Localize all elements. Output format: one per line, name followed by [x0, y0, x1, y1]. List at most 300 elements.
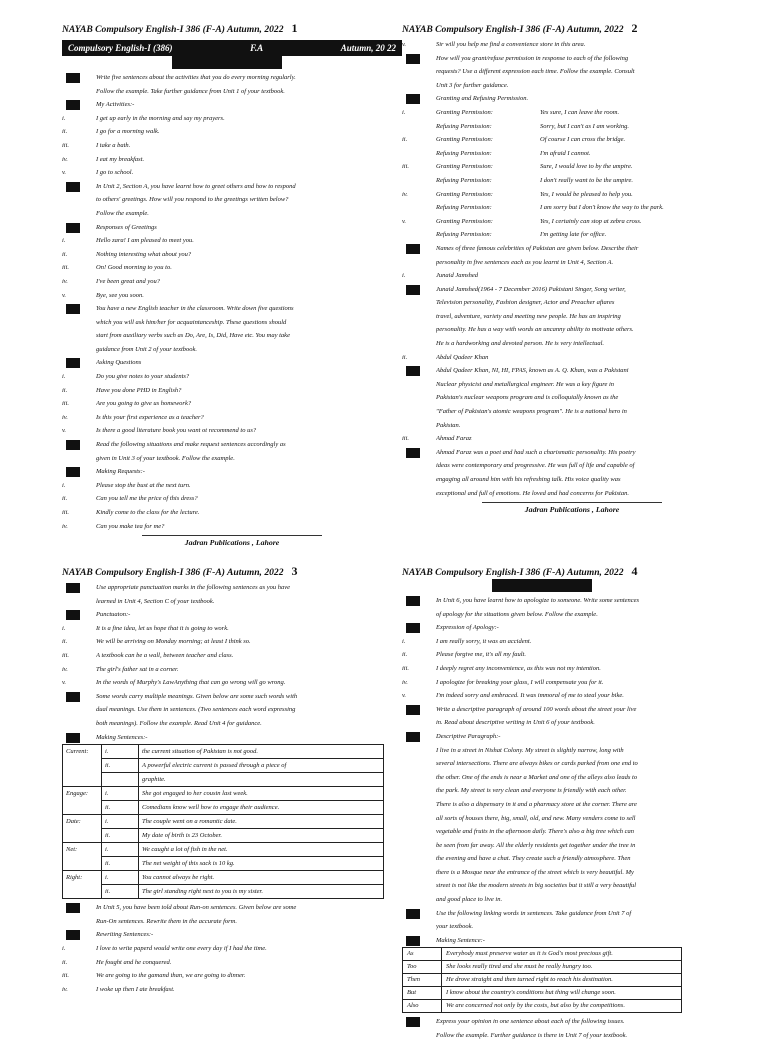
item-number: iv.	[62, 155, 68, 163]
numeral-cell: ii.	[102, 885, 139, 899]
line-text: Names of three famous celebrities of Pakistan are given below. Describe their	[436, 244, 639, 252]
line-text: I love to write paperd would write one every day if I had the time.	[96, 944, 267, 952]
line-text: Use appropriate punctuation marks in the following sentences as you have	[96, 584, 291, 591]
text-line	[402, 92, 742, 106]
line-text: Follow the example.	[96, 209, 149, 217]
page-number: 4	[631, 564, 638, 578]
item-number: i.	[62, 481, 66, 489]
table-row	[63, 745, 384, 759]
text-line	[62, 411, 402, 425]
line-text: "Father of Pakistan's atomic weapons program". He is a national hero in	[436, 408, 627, 416]
line-text: I am really sorry, it was an accident.	[436, 637, 532, 645]
line-text: guidance from Unit 2 of your textbook.	[96, 345, 198, 353]
text-line	[62, 465, 402, 479]
text-line	[62, 85, 402, 99]
text-line	[62, 731, 402, 745]
text-line	[62, 635, 402, 649]
line-text: all sorts of houses there, big, small, old, and new. Many venders come to sell	[436, 814, 636, 822]
item-number: v.	[62, 679, 67, 687]
page-3	[62, 563, 402, 996]
line-text: I go to school.	[96, 169, 134, 177]
question-marker	[406, 244, 420, 254]
text-line	[402, 1015, 742, 1029]
sentence-cell: My date of birth is 23 October.	[139, 829, 384, 843]
text-line	[62, 649, 402, 663]
line-text: Descriptive Paragraph:-	[436, 732, 501, 740]
text-line	[62, 98, 402, 112]
question-marker	[66, 73, 80, 83]
page-header: NAYAB Compulsory English-I 386 (F-A) Autumn, 2022 2	[402, 21, 638, 35]
redaction-bar	[492, 579, 592, 592]
page-header: NAYAB Compulsory English-I 386 (F-A) Autumn, 2022 4	[402, 564, 638, 578]
text-line	[62, 690, 402, 704]
page-number: 1	[291, 21, 298, 35]
numeral-cell: ii.	[102, 759, 139, 773]
line-text: Pakistan.	[436, 421, 461, 429]
footer: Jadran Publications , Lahore	[142, 535, 322, 547]
line-text: the park. My street is very clean and everyone is friendly with each other.	[436, 787, 627, 795]
line-text: Granting Permission:	[436, 190, 493, 198]
linking-word-cell: Also	[403, 1000, 442, 1013]
text-line	[402, 269, 742, 283]
line-text: Is this your first experience as a teacher?	[96, 413, 204, 421]
item-number: i.	[62, 237, 66, 245]
text-line	[62, 424, 402, 438]
text-line	[402, 771, 742, 785]
table-row	[63, 829, 384, 843]
text-line	[402, 405, 742, 419]
text-line	[402, 487, 742, 501]
question-marker	[66, 610, 80, 620]
item-number: iii.	[62, 972, 70, 980]
table-row	[63, 759, 384, 773]
numeral-cell: i.	[102, 843, 139, 857]
text-line	[402, 160, 742, 174]
line-text: Refusing Permission:	[436, 204, 492, 212]
question-marker	[66, 304, 80, 314]
line-text: Ahmad Faraz	[436, 435, 472, 443]
text-line	[402, 52, 742, 66]
text-line	[62, 71, 402, 85]
question-marker	[406, 705, 420, 715]
linking-word-cell: Too	[403, 961, 442, 974]
sentences-table	[62, 744, 384, 899]
item-number: i.	[62, 114, 66, 122]
text-line	[62, 207, 402, 221]
line-text: Granting Permission:	[436, 217, 493, 225]
line-text: Abdul Qadeer Khan, NI, HI, FPAS, known as A. Q. Khan, was a Pakistani	[436, 367, 629, 375]
line-text: be seen from far away. All the elderly residents get together under the tree in	[436, 841, 636, 849]
text-line	[402, 106, 742, 120]
question-marker	[406, 1017, 420, 1027]
item-number: ii.	[62, 128, 68, 136]
line-text: Asking Questions	[96, 359, 142, 367]
item-number: ii.	[62, 958, 68, 966]
text-line	[402, 703, 742, 717]
response-text: Yes, I would be pleased to help you.	[540, 190, 633, 198]
page-number: 2	[631, 21, 638, 35]
text-line	[402, 432, 742, 446]
text-line	[62, 520, 402, 534]
text-line	[402, 594, 742, 608]
line-text: Granting and Refusing Permission.	[436, 95, 529, 103]
text-line	[402, 188, 742, 202]
text-line	[62, 622, 402, 636]
item-number: v.	[402, 692, 407, 700]
line-text: Making Requests:-	[96, 468, 145, 476]
line-text: to others' greetings. How will you respond to the greetings written below?	[96, 196, 289, 204]
item-number: ii.	[62, 495, 68, 503]
text-line	[402, 65, 742, 79]
item-number: iv.	[62, 985, 68, 993]
line-text: How will you grant/refuse permission in response to each of the following	[436, 54, 629, 62]
question-marker	[66, 930, 80, 940]
numeral-cell: i.	[102, 871, 139, 885]
text-line	[62, 608, 402, 622]
item-number: v.	[402, 41, 407, 48]
table-row	[403, 961, 682, 974]
item-number: ii.	[62, 386, 68, 394]
text-line	[62, 221, 402, 235]
text-line	[62, 139, 402, 153]
line-text: I eat my breakfast.	[96, 155, 145, 163]
question-marker	[66, 733, 80, 743]
line-text: Junaid Jamshed(1964 - 7 December 2016) Pakistani Singer, Song writer,	[436, 285, 626, 293]
footer: Jadran Publications , Lahore	[482, 502, 662, 514]
text-line	[62, 166, 402, 180]
text-line	[62, 180, 402, 194]
text-line	[402, 757, 742, 771]
response-text: I'm afraid I cannot.	[540, 149, 591, 157]
line-text: Refusing Permission:	[436, 231, 492, 239]
line-text: both meanings). Follow the example. Read Unit 4 for guidance.	[96, 719, 262, 727]
line-text: We will be arriving on Monday morning; at least I think so.	[96, 638, 251, 646]
sentence-cell: She looks really tired and she must be really hungry too.	[442, 961, 682, 974]
text-line	[402, 473, 742, 487]
text-line	[62, 969, 402, 983]
text-line	[402, 744, 742, 758]
response-text: I'm getting late for office.	[540, 231, 607, 239]
line-text: In Unit 5, you have been told about Run-on sentences. Given below are some	[96, 904, 297, 912]
page-number: 3	[291, 564, 298, 578]
text-line	[402, 676, 742, 690]
table-row	[63, 801, 384, 815]
text-line	[402, 228, 742, 242]
question-marker	[66, 692, 80, 702]
sentence-cell: We caught a lot of fish in the net.	[139, 843, 384, 857]
question-marker	[66, 100, 80, 110]
table-row	[63, 787, 384, 801]
line-text: Follow the example. Further guidance is there in Unit 7 of your textbook.	[436, 1032, 628, 1040]
text-line	[402, 689, 742, 703]
text-line	[402, 364, 742, 378]
line-text: Granting Permission:	[436, 163, 493, 171]
line-text: Write five sentences about the activities that you do every morning regularly.	[96, 74, 296, 81]
text-line	[402, 920, 742, 934]
table-row	[403, 1000, 682, 1013]
line-text: street is not like the modern streets in big societies but it still a very beautiful	[436, 882, 637, 890]
text-line	[402, 459, 742, 473]
text-line	[62, 356, 402, 370]
linking-words-table	[402, 947, 682, 1013]
sentence-cell: Comedians know well how to engage their audience.	[139, 801, 384, 815]
line-text: Television personality, Fashion designer, Actor and Preacher aftares	[436, 299, 615, 307]
sentence-cell: A powerful electric current is passed through a piece of	[139, 759, 384, 773]
sentence-cell: graphite.	[139, 773, 384, 787]
linking-word-cell: As	[403, 948, 442, 961]
text-line	[402, 446, 742, 460]
sentence-cell: He drove straight and then turned right to reach his destination.	[442, 974, 682, 987]
item-number: i.	[402, 108, 406, 116]
title-band: Compulsory English-I (386) F.A Autumn, 20 22	[62, 40, 402, 56]
line-text: Granting Permission:	[436, 108, 493, 116]
question-marker	[406, 448, 420, 458]
item-number: v.	[62, 291, 67, 299]
text-line	[62, 492, 402, 506]
line-text: He fought and he conquered.	[96, 958, 172, 966]
response-text: Sure, I would love to by the umpire.	[540, 163, 633, 171]
item-number: i.	[402, 272, 406, 280]
text-line	[402, 242, 742, 256]
line-text: Rewriting Sentences:-	[96, 931, 154, 939]
text-line	[402, 934, 742, 948]
line-text: dual meanings. Use them in sentences. (Two sentences each word expressing	[96, 706, 296, 714]
question-marker	[406, 909, 420, 919]
table-row	[63, 773, 384, 787]
question-marker	[66, 440, 80, 450]
line-text: Nothing interesting what about you?	[96, 250, 192, 258]
table-row	[403, 987, 682, 1000]
line-text: Can you tell me the price of this dress?	[96, 495, 198, 503]
item-number: i.	[402, 637, 406, 645]
line-text: We are going to the gamand than, we are going to dinner.	[96, 972, 246, 980]
line-text: I'm indeed sorry and embraced. It was immoral of me to steal your bike.	[436, 692, 624, 700]
text-line	[62, 942, 402, 956]
text-line	[62, 370, 402, 384]
line-text: exceptional and full of emotions. He loved and had concerns for Pakistan.	[436, 489, 629, 497]
page-4	[402, 563, 742, 1043]
item-number: v.	[62, 169, 67, 177]
line-text: Refusing Permission:	[436, 149, 492, 157]
text-line	[62, 983, 402, 997]
text-line	[62, 289, 402, 303]
line-text: In the words of Murphy's LawAnything that can go wrong will go wrong.	[96, 679, 286, 687]
linking-word-cell: But	[403, 987, 442, 1000]
table-row	[63, 843, 384, 857]
text-line	[62, 384, 402, 398]
line-text: several intersections. There are always bikes or cards parked from one end to	[436, 760, 638, 768]
line-text: of apology for the situations given below. Follow the example.	[436, 610, 598, 618]
word-cell: Engage:	[63, 787, 102, 815]
text-line	[402, 283, 742, 297]
sentence-cell: I know about the country's conditions but thing will change soon.	[442, 987, 682, 1000]
item-number: ii.	[402, 353, 408, 361]
item-number: iv.	[62, 522, 68, 530]
response-text: I am sorry but I don't know the way to the park.	[540, 204, 664, 212]
item-number: iii.	[402, 435, 410, 443]
line-text: Kindly come to the class for the lecture.	[96, 509, 200, 516]
text-line	[62, 595, 402, 609]
item-number: iii.	[62, 264, 70, 272]
line-text: Write a descriptive paragraph of around 100 words about the street your live	[436, 705, 637, 713]
sentence-cell: We are concerned not only by the costs, but also by the competitions.	[442, 1000, 682, 1013]
text-line	[402, 391, 742, 405]
line-text: Follow the example. Take further guidance from Unit 1 of your textbook.	[96, 87, 285, 95]
table-row	[403, 974, 682, 987]
sentence-cell: She got engaged to her cousin last week.	[139, 787, 384, 801]
table-row	[63, 871, 384, 885]
line-text: Refusing Permission:	[436, 176, 492, 184]
text-line	[402, 296, 742, 310]
line-text: Are you going to give us homework?	[96, 400, 192, 408]
line-text: Expression of Apology:-	[436, 624, 499, 632]
item-number: iii.	[62, 141, 70, 149]
line-text: in. Read about descriptive writing in Unit 6 of your textbook.	[436, 719, 595, 727]
text-line	[402, 120, 742, 134]
line-text: learned in Unit 4, Section C of your textbook.	[96, 597, 215, 605]
text-line	[62, 506, 402, 520]
question-marker	[66, 583, 80, 593]
line-text: I take a bath.	[96, 141, 131, 149]
line-text: Sir will you help me find a convenience store in this area.	[436, 41, 586, 48]
text-line	[62, 397, 402, 411]
text-line	[62, 125, 402, 139]
table-row	[403, 948, 682, 961]
text-line	[62, 581, 402, 595]
line-text: Refusing Permission:	[436, 122, 492, 130]
line-text: requests? Use a different expression each time. Follow the example. Consult	[436, 68, 635, 76]
text-line	[62, 302, 402, 316]
line-text: and good place to live in.	[436, 896, 503, 904]
line-text: My Activities:-	[96, 101, 135, 109]
line-text: travel, adventure, variety and meeting new people. He has an inspiring	[436, 312, 621, 320]
text-line	[402, 812, 742, 826]
line-text: Use the following linking words in sentences. Take guidance from Unit 7 of	[436, 909, 632, 917]
text-line	[62, 956, 402, 970]
line-text: The girl's father sat in a corner.	[96, 665, 179, 673]
text-line	[402, 866, 742, 880]
line-text: Can you make tea for me?	[96, 522, 165, 530]
table-row	[63, 885, 384, 899]
text-line	[402, 635, 742, 649]
line-text: Junaid Jamshed	[436, 272, 479, 280]
question-marker	[406, 732, 420, 742]
line-text: Is there a good literature book you want ot recommend to us?	[96, 427, 257, 435]
question-marker	[66, 358, 80, 368]
text-line	[62, 901, 402, 915]
sentence-cell: The net weight of this sack is 10 kg.	[139, 857, 384, 871]
question-marker	[66, 223, 80, 233]
numeral-cell: ii.	[102, 857, 139, 871]
item-number: ii.	[402, 136, 408, 144]
line-text: Please stop the bust at the next turn.	[96, 481, 191, 489]
numeral-cell: i.	[102, 787, 139, 801]
line-text: Granting Permission:	[436, 136, 493, 144]
text-line	[62, 343, 402, 357]
item-number: iv.	[62, 413, 68, 421]
text-line	[402, 648, 742, 662]
table-row	[63, 815, 384, 829]
text-line	[402, 351, 742, 365]
page-2	[402, 20, 742, 514]
question-marker	[66, 182, 80, 192]
question-marker	[406, 596, 420, 606]
line-text: personality in five sentences each as you learnt in Unit 4, Section A.	[436, 258, 614, 266]
item-number: iii.	[62, 509, 70, 516]
line-text: There is also a dispensary in it and a pharmacy store at the corner. There are	[436, 800, 637, 808]
text-line	[402, 38, 742, 52]
line-text: Read the following situations and make request sentences accordingly as	[96, 441, 286, 449]
line-text: Abdul Qadeer Khan	[436, 353, 489, 361]
item-number: v.	[62, 427, 67, 435]
question-marker	[406, 94, 420, 104]
line-text: your textbook.	[436, 923, 474, 931]
line-text: Run-On sentences. Rewrite them in the accurate form.	[96, 917, 237, 925]
text-line	[402, 730, 742, 744]
line-text: I get up early in the morning and say my prayers.	[96, 114, 225, 122]
text-line	[402, 893, 742, 907]
text-line	[402, 419, 742, 433]
text-line	[62, 452, 402, 466]
line-text: Punctuaton:-	[96, 611, 131, 619]
numeral-cell: i.	[102, 745, 139, 759]
line-text: the evening and have a chat. They create such a friendly atmosphere. Then	[436, 855, 631, 863]
text-line	[402, 825, 742, 839]
response-text: Of course I can cross the bridge.	[540, 136, 626, 144]
text-line	[62, 928, 402, 942]
question-marker	[406, 54, 420, 64]
text-line	[402, 839, 742, 853]
question-marker	[406, 936, 420, 946]
page-header: NAYAB Compulsory English-I 386 (F-A) Autumn, 2022 3	[62, 564, 298, 578]
text-line	[402, 378, 742, 392]
text-line	[402, 147, 742, 161]
item-number: i.	[62, 624, 66, 632]
text-line	[62, 248, 402, 262]
text-line	[62, 261, 402, 275]
page-1	[62, 20, 402, 547]
numeral-cell	[102, 773, 139, 787]
line-text: engaging all around him with his refreshing talk. His voice quality was	[436, 476, 621, 483]
line-text: Some words carry multiple meanings. Given below are some such words with	[96, 692, 298, 700]
line-text: Bye, see you soon.	[96, 291, 144, 299]
text-line	[402, 215, 742, 229]
line-text: start from auxiliary verbs such as Do, Are, Is, Did, Have etc. You may take	[96, 332, 290, 340]
sentence-cell: You cannot always be right.	[139, 871, 384, 885]
line-text: I deeply regret any inconvenience, as this was not my intention.	[436, 664, 601, 672]
line-text: A textbook can be a wall, between teacher and class.	[96, 651, 234, 659]
text-line	[62, 234, 402, 248]
item-number: iv.	[402, 190, 408, 198]
line-text: Nuclear physicist and metallurgical engineer. He was a key figure in	[436, 380, 615, 388]
sentence-cell: Everybody must preserve water as it is God's most precious gift.	[442, 948, 682, 961]
item-number: iv.	[62, 665, 68, 673]
text-line	[62, 438, 402, 452]
sentence-cell: The girl standing right next to you is my sister.	[139, 885, 384, 899]
line-text: In Unit 2, Section A, you have learnt how to greet others and how to respond	[96, 182, 296, 190]
line-text: Ahmad Faraz was a poet and had such a charismatic personality. His poetry	[436, 448, 636, 456]
item-number: iii.	[62, 651, 70, 659]
line-text: Hello zara! I am pleased to meet you.	[96, 237, 194, 245]
text-line	[402, 716, 742, 730]
word-cell: Date:	[63, 815, 102, 843]
line-text: Do you give notes to your students?	[96, 373, 190, 381]
text-line	[62, 663, 402, 677]
question-marker	[66, 467, 80, 477]
item-number: ii.	[62, 638, 68, 646]
linking-word-cell: Then	[403, 974, 442, 987]
item-number: v.	[402, 217, 407, 225]
